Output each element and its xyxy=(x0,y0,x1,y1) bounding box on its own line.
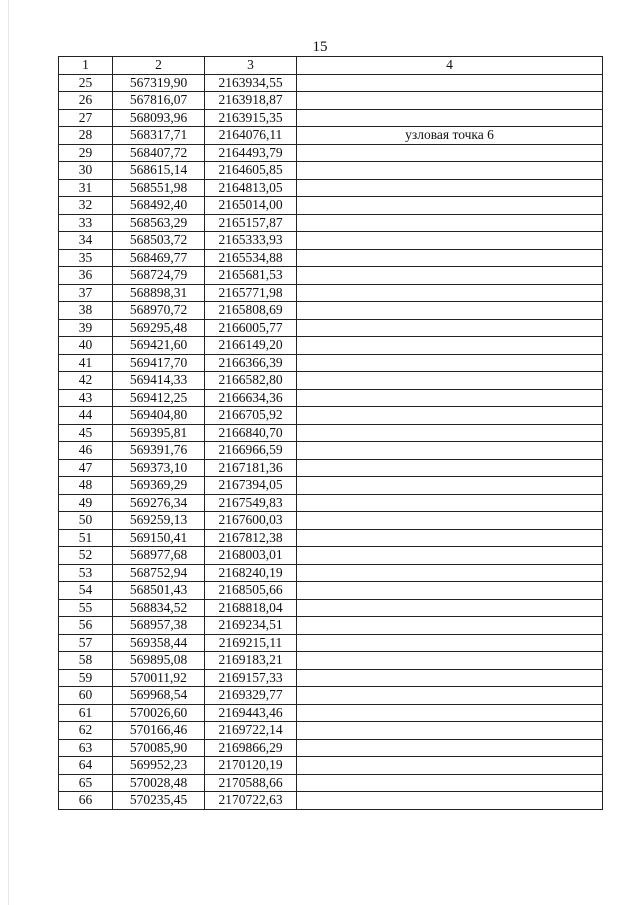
table-row xyxy=(59,792,603,810)
y-coordinate-cell: 2166634,36 xyxy=(205,389,297,407)
y-coordinate-cell: 2169215,11 xyxy=(205,634,297,652)
x-coordinate-cell: 570235,45 xyxy=(113,792,205,810)
note-cell xyxy=(297,599,603,617)
note-cell xyxy=(297,302,603,320)
y-coordinate-cell: 2165808,69 xyxy=(205,302,297,320)
y-coordinate-cell: 2163915,35 xyxy=(205,109,297,127)
y-coordinate-cell: 2167394,05 xyxy=(205,477,297,495)
y-coordinate-cell: 2165534,88 xyxy=(205,249,297,267)
note-cell xyxy=(297,582,603,600)
table-row xyxy=(59,477,603,495)
page-edge-line xyxy=(8,0,9,905)
table-row xyxy=(59,424,603,442)
coordinates-table xyxy=(58,56,603,810)
table-row xyxy=(59,407,603,425)
table-row xyxy=(59,74,603,92)
point-number-cell: 36 xyxy=(59,267,113,285)
table-row xyxy=(59,494,603,512)
y-coordinate-cell: 2169183,21 xyxy=(205,652,297,670)
table-row xyxy=(59,722,603,740)
note-cell xyxy=(297,284,603,302)
y-coordinate-cell: 2165014,00 xyxy=(205,197,297,215)
point-number-cell: 65 xyxy=(59,774,113,792)
y-coordinate-cell: 2164605,85 xyxy=(205,162,297,180)
x-coordinate-cell: 568093,96 xyxy=(113,109,205,127)
note-cell xyxy=(297,109,603,127)
point-number-cell: 27 xyxy=(59,109,113,127)
table-body xyxy=(59,74,603,809)
y-coordinate-cell: 2164493,79 xyxy=(205,144,297,162)
page-number: 15 xyxy=(312,39,328,55)
point-number-cell: 38 xyxy=(59,302,113,320)
y-coordinate-cell: 2168505,66 xyxy=(205,582,297,600)
note-cell xyxy=(297,547,603,565)
note-cell xyxy=(297,459,603,477)
x-coordinate-cell: 569395,81 xyxy=(113,424,205,442)
point-number-cell: 28 xyxy=(59,127,113,145)
x-coordinate-cell: 568834,52 xyxy=(113,599,205,617)
x-coordinate-cell: 568970,72 xyxy=(113,302,205,320)
x-coordinate-cell: 568957,38 xyxy=(113,617,205,635)
point-number-cell: 30 xyxy=(59,162,113,180)
y-coordinate-cell: 2165681,53 xyxy=(205,267,297,285)
note-cell xyxy=(297,494,603,512)
y-coordinate-cell: 2169329,77 xyxy=(205,687,297,705)
y-coordinate-cell: 2165771,98 xyxy=(205,284,297,302)
note-cell xyxy=(297,739,603,757)
note-cell xyxy=(297,687,603,705)
column-header-4: 4 xyxy=(297,57,603,75)
note-cell xyxy=(297,389,603,407)
note-cell xyxy=(297,669,603,687)
y-coordinate-cell: 2168240,19 xyxy=(205,564,297,582)
table-row xyxy=(59,687,603,705)
table-row xyxy=(59,634,603,652)
table-row xyxy=(59,669,603,687)
x-coordinate-cell: 569358,44 xyxy=(113,634,205,652)
point-number-cell: 60 xyxy=(59,687,113,705)
y-coordinate-cell: 2170120,19 xyxy=(205,757,297,775)
y-coordinate-cell: 2169722,14 xyxy=(205,722,297,740)
y-coordinate-cell: 2166149,20 xyxy=(205,337,297,355)
y-coordinate-cell: 2164076,11 xyxy=(205,127,297,145)
table-row xyxy=(59,232,603,250)
point-number-cell: 56 xyxy=(59,617,113,635)
x-coordinate-cell: 570028,48 xyxy=(113,774,205,792)
y-coordinate-cell: 2166366,39 xyxy=(205,354,297,372)
note-cell xyxy=(297,634,603,652)
x-coordinate-cell: 569391,76 xyxy=(113,442,205,460)
note-cell xyxy=(297,529,603,547)
note-cell xyxy=(297,354,603,372)
note-cell xyxy=(297,442,603,460)
y-coordinate-cell: 2166840,70 xyxy=(205,424,297,442)
y-coordinate-cell: 2169157,33 xyxy=(205,669,297,687)
x-coordinate-cell: 568724,79 xyxy=(113,267,205,285)
point-number-cell: 43 xyxy=(59,389,113,407)
table-row xyxy=(59,144,603,162)
note-cell xyxy=(297,477,603,495)
x-coordinate-cell: 569952,23 xyxy=(113,757,205,775)
note-cell xyxy=(297,74,603,92)
column-header-3: 3 xyxy=(205,57,297,75)
point-number-cell: 63 xyxy=(59,739,113,757)
note-cell xyxy=(297,179,603,197)
y-coordinate-cell: 2167600,03 xyxy=(205,512,297,530)
table-row xyxy=(59,214,603,232)
note-cell xyxy=(297,774,603,792)
point-number-cell: 45 xyxy=(59,424,113,442)
y-coordinate-cell: 2170588,66 xyxy=(205,774,297,792)
table-row xyxy=(59,652,603,670)
note-cell xyxy=(297,564,603,582)
point-number-cell: 66 xyxy=(59,792,113,810)
x-coordinate-cell: 568501,43 xyxy=(113,582,205,600)
table-row xyxy=(59,354,603,372)
point-number-cell: 37 xyxy=(59,284,113,302)
x-coordinate-cell: 569259,13 xyxy=(113,512,205,530)
point-number-cell: 41 xyxy=(59,354,113,372)
note-cell xyxy=(297,424,603,442)
x-coordinate-cell: 568752,94 xyxy=(113,564,205,582)
note-cell xyxy=(297,232,603,250)
point-number-cell: 29 xyxy=(59,144,113,162)
note-cell xyxy=(297,652,603,670)
table-row xyxy=(59,337,603,355)
point-number-cell: 44 xyxy=(59,407,113,425)
point-number-cell: 51 xyxy=(59,529,113,547)
note-cell xyxy=(297,92,603,110)
point-number-cell: 57 xyxy=(59,634,113,652)
note-cell xyxy=(297,162,603,180)
note-cell xyxy=(297,267,603,285)
y-coordinate-cell: 2166582,80 xyxy=(205,372,297,390)
column-header-2: 2 xyxy=(113,57,205,75)
table-row xyxy=(59,774,603,792)
x-coordinate-cell: 568317,71 xyxy=(113,127,205,145)
x-coordinate-cell: 568977,68 xyxy=(113,547,205,565)
y-coordinate-cell: 2167549,83 xyxy=(205,494,297,512)
y-coordinate-cell: 2170722,63 xyxy=(205,792,297,810)
table-row xyxy=(59,162,603,180)
table-header-row xyxy=(59,57,603,75)
point-number-cell: 39 xyxy=(59,319,113,337)
x-coordinate-cell: 570166,46 xyxy=(113,722,205,740)
x-coordinate-cell: 569295,48 xyxy=(113,319,205,337)
point-number-cell: 46 xyxy=(59,442,113,460)
table-row xyxy=(59,599,603,617)
point-number-cell: 47 xyxy=(59,459,113,477)
y-coordinate-cell: 2163918,87 xyxy=(205,92,297,110)
table-row xyxy=(59,249,603,267)
y-coordinate-cell: 2169443,46 xyxy=(205,704,297,722)
note-cell xyxy=(297,757,603,775)
x-coordinate-cell: 570085,90 xyxy=(113,739,205,757)
point-number-cell: 25 xyxy=(59,74,113,92)
y-coordinate-cell: 2167812,38 xyxy=(205,529,297,547)
y-coordinate-cell: 2167181,36 xyxy=(205,459,297,477)
y-coordinate-cell: 2166705,92 xyxy=(205,407,297,425)
x-coordinate-cell: 569404,80 xyxy=(113,407,205,425)
x-coordinate-cell: 568503,72 xyxy=(113,232,205,250)
x-coordinate-cell: 567816,07 xyxy=(113,92,205,110)
table-row xyxy=(59,512,603,530)
y-coordinate-cell: 2164813,05 xyxy=(205,179,297,197)
column-header-1: 1 xyxy=(59,57,113,75)
table-row xyxy=(59,564,603,582)
point-number-cell: 58 xyxy=(59,652,113,670)
y-coordinate-cell: 2166966,59 xyxy=(205,442,297,460)
table-row xyxy=(59,267,603,285)
x-coordinate-cell: 569369,29 xyxy=(113,477,205,495)
table-row xyxy=(59,442,603,460)
x-coordinate-cell: 568469,77 xyxy=(113,249,205,267)
point-number-cell: 50 xyxy=(59,512,113,530)
x-coordinate-cell: 569412,25 xyxy=(113,389,205,407)
x-coordinate-cell: 569417,70 xyxy=(113,354,205,372)
y-coordinate-cell: 2168818,04 xyxy=(205,599,297,617)
note-cell xyxy=(297,372,603,390)
table-row xyxy=(59,547,603,565)
point-number-cell: 55 xyxy=(59,599,113,617)
y-coordinate-cell: 2169866,29 xyxy=(205,739,297,757)
table-row xyxy=(59,179,603,197)
point-number-cell: 62 xyxy=(59,722,113,740)
y-coordinate-cell: 2165157,87 xyxy=(205,214,297,232)
x-coordinate-cell: 569968,54 xyxy=(113,687,205,705)
point-number-cell: 61 xyxy=(59,704,113,722)
note-cell xyxy=(297,617,603,635)
x-coordinate-cell: 570026,60 xyxy=(113,704,205,722)
y-coordinate-cell: 2163934,55 xyxy=(205,74,297,92)
table-row xyxy=(59,372,603,390)
table-row xyxy=(59,197,603,215)
note-cell xyxy=(297,249,603,267)
x-coordinate-cell: 569421,60 xyxy=(113,337,205,355)
note-cell xyxy=(297,792,603,810)
x-coordinate-cell: 568563,29 xyxy=(113,214,205,232)
note-cell xyxy=(297,337,603,355)
x-coordinate-cell: 569150,41 xyxy=(113,529,205,547)
table-row xyxy=(59,302,603,320)
point-number-cell: 49 xyxy=(59,494,113,512)
table-row xyxy=(59,284,603,302)
y-coordinate-cell: 2166005,77 xyxy=(205,319,297,337)
x-coordinate-cell: 568615,14 xyxy=(113,162,205,180)
note-cell xyxy=(297,407,603,425)
x-coordinate-cell: 568551,98 xyxy=(113,179,205,197)
x-coordinate-cell: 570011,92 xyxy=(113,669,205,687)
table-row xyxy=(59,617,603,635)
table-row xyxy=(59,757,603,775)
table-row xyxy=(59,109,603,127)
point-number-cell: 59 xyxy=(59,669,113,687)
x-coordinate-cell: 567319,90 xyxy=(113,74,205,92)
point-number-cell: 64 xyxy=(59,757,113,775)
note-cell xyxy=(297,512,603,530)
y-coordinate-cell: 2169234,51 xyxy=(205,617,297,635)
point-number-cell: 32 xyxy=(59,197,113,215)
table-row xyxy=(59,739,603,757)
table-row xyxy=(59,319,603,337)
x-coordinate-cell: 569895,08 xyxy=(113,652,205,670)
x-coordinate-cell: 568898,31 xyxy=(113,284,205,302)
table-row xyxy=(59,582,603,600)
x-coordinate-cell: 569276,34 xyxy=(113,494,205,512)
x-coordinate-cell: 569414,33 xyxy=(113,372,205,390)
table-row xyxy=(59,127,603,145)
y-coordinate-cell: 2165333,93 xyxy=(205,232,297,250)
point-number-cell: 35 xyxy=(59,249,113,267)
x-coordinate-cell: 569373,10 xyxy=(113,459,205,477)
point-number-cell: 31 xyxy=(59,179,113,197)
note-cell xyxy=(297,722,603,740)
point-number-cell: 33 xyxy=(59,214,113,232)
point-number-cell: 34 xyxy=(59,232,113,250)
x-coordinate-cell: 568492,40 xyxy=(113,197,205,215)
note-cell xyxy=(297,319,603,337)
point-number-cell: 54 xyxy=(59,582,113,600)
note-cell xyxy=(297,197,603,215)
point-number-cell: 48 xyxy=(59,477,113,495)
point-number-cell: 52 xyxy=(59,547,113,565)
point-number-cell: 53 xyxy=(59,564,113,582)
note-cell xyxy=(297,144,603,162)
table-row xyxy=(59,459,603,477)
table-row xyxy=(59,389,603,407)
point-number-cell: 26 xyxy=(59,92,113,110)
table-row xyxy=(59,529,603,547)
y-coordinate-cell: 2168003,01 xyxy=(205,547,297,565)
note-cell xyxy=(297,704,603,722)
table-row xyxy=(59,704,603,722)
note-cell: узловая точка 6 xyxy=(297,127,603,145)
note-cell xyxy=(297,214,603,232)
point-number-cell: 42 xyxy=(59,372,113,390)
x-coordinate-cell: 568407,72 xyxy=(113,144,205,162)
table-row xyxy=(59,92,603,110)
point-number-cell: 40 xyxy=(59,337,113,355)
